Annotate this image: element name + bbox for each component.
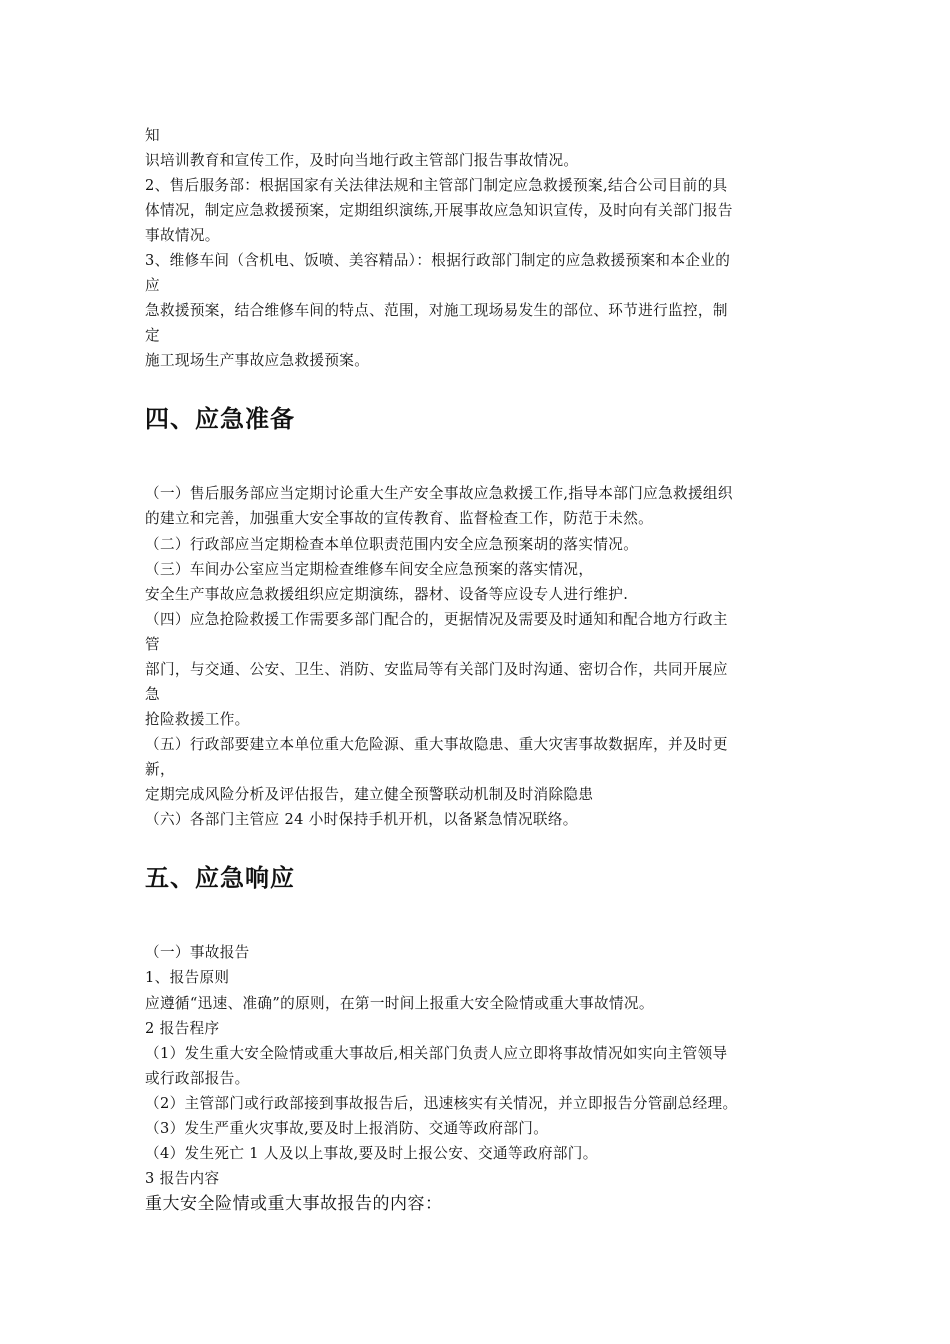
text-line: 2、售后服务部：根据国家有关法律法规和主管部门制定应急救援预案,结合公司目前的具	[145, 177, 728, 194]
text-line: 管	[145, 636, 160, 653]
text-line: 施工现场生产事故应急救援预案。	[145, 352, 370, 369]
text-line: 部门，与交通、公安、卫生、消防、安监局等有关部门及时沟通、密切合作，共同开展应	[145, 661, 728, 678]
text-line: （2）主管部门或行政部接到事故报告后，迅速核实有关情况，并立即报告分管副总经理。	[145, 1095, 738, 1112]
text-line: 定期完成风险分析及评估报告，建立健全预警联动机制及时消除隐患	[145, 786, 594, 803]
text-line: 急救援预案，结合维修车间的特点、范围，对施工现场易发生的部位、环节进行监控，制	[145, 302, 728, 319]
text-line: （一）售后服务部应当定期讨论重大生产安全事故应急救援工作,指导本部门应急救援组织	[145, 485, 733, 502]
text-line: 事故情况。	[145, 227, 220, 244]
text-line: 识培训教育和宣传工作，及时向当地行政主管部门报告事故情况。	[145, 152, 579, 169]
text-line: 急	[145, 686, 160, 703]
text-line: 的建立和完善，加强重大安全事故的宣传教育、监督检查工作，防范于未然。	[145, 510, 654, 527]
text-line: 新，	[145, 761, 175, 778]
text-line: 知	[145, 127, 160, 144]
text-line: （二）行政部应当定期检查本单位职责范围内安全应急预案胡的落实情况。	[145, 536, 639, 553]
text-line: 1、报告原则	[145, 969, 230, 986]
text-line: 应遵循“迅速、准确”的原则，在第一时间上报重大安全险情或重大事故情况。	[145, 995, 654, 1012]
text-line: 或行政部报告。	[145, 1070, 250, 1087]
text-line: （六）各部门主管应 24 小时保持手机开机，以备紧急情况联络。	[145, 811, 578, 828]
text-line: 3 报告内容	[145, 1170, 220, 1187]
text-line: （1）发生重大安全险情或重大事故后,相关部门负责人应立即将事故情况如实向主管领导	[145, 1045, 728, 1062]
text-line: 3、维修车间（含机电、饭喷、美容精品）：根据行政部门制定的应急救援预案和本企业的	[145, 252, 731, 269]
text-line: 定	[145, 327, 160, 344]
text-line: 抢险救援工作。	[145, 711, 250, 728]
text-line: 2 报告程序	[145, 1020, 220, 1037]
text-line: （一）事故报告	[145, 944, 250, 961]
text-line: 安全生产事故应急救援组织应定期演练，器材、设备等应设专人进行维护.	[145, 586, 629, 603]
text-line: （4）发生死亡 1 人及以上事故,要及时上报公安、交通等政府部门。	[145, 1145, 598, 1162]
text-line: （四）应急抢险救援工作需要多部门配合的，更据情况及需要及时通知和配合地方行政主	[145, 611, 728, 628]
text-line: 体情况，制定应急救援预案，定期组织演练,开展事故应急知识宣传，及时向有关部门报告	[145, 202, 733, 219]
section-heading: 五、应急响应	[145, 864, 295, 892]
section-heading: 四、应急准备	[145, 405, 295, 433]
text-line: 重大安全险情或重大事故报告的内容：	[145, 1194, 443, 1214]
text-line: 应	[145, 277, 160, 294]
text-line: （五）行政部要建立本单位重大危险源、重大事故隐患、重大灾害事故数据库，并及时更	[145, 736, 728, 753]
text-line: （3）发生严重火灾事故,要及时上报消防、交通等政府部门。	[145, 1120, 549, 1137]
text-line: （三）车间办公室应当定期检查维修车间安全应急预案的落实情况，	[145, 561, 594, 578]
